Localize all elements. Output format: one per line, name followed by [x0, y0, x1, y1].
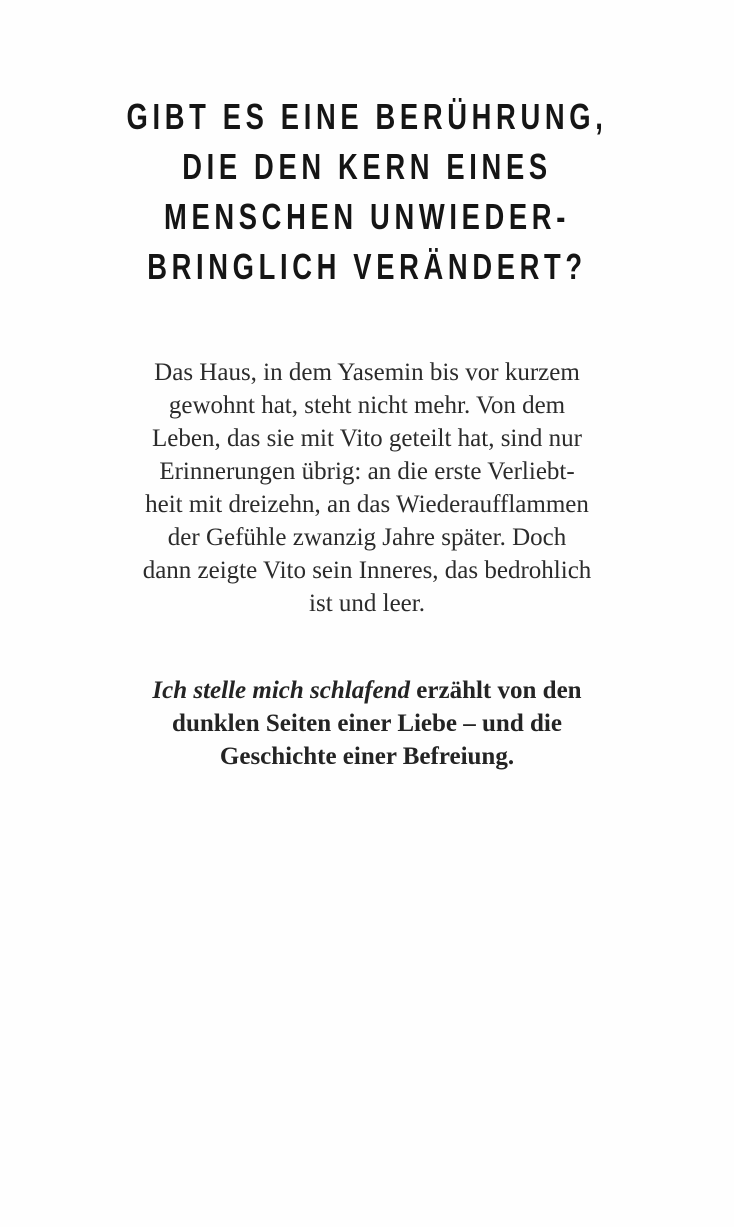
headline-line: GIBT ES EINE BERÜHRUNG,: [126, 96, 608, 137]
synopsis-line: der Gefühle zwanzig Jahre später. Doch: [167, 524, 567, 551]
tagline-line-rest: erzählt von den: [410, 677, 582, 704]
synopsis-line: Erinnerungen übrig: an die erste Verliebt-: [159, 458, 575, 485]
headline-line: MENSCHEN UNWIEDER-: [164, 196, 570, 237]
book-title: Ich stelle mich schlafend: [152, 677, 411, 704]
synopsis-paragraph: [107, 356, 627, 620]
synopsis-line: ist und leer.: [309, 590, 425, 617]
headline-line: DIE DEN KERN EINES: [182, 146, 552, 187]
tagline-line: [107, 674, 627, 707]
tagline-line: Geschichte einer Befreiung.: [219, 743, 515, 770]
headline-line: BRINGLICH VERÄNDERT?: [147, 246, 587, 287]
synopsis-line: Leben, das sie mit Vito geteilt hat, sind nur: [152, 425, 582, 452]
headline: [88, 92, 646, 292]
synopsis-line: dann zeigte Vito sein Inneres, das bedrohlich: [142, 557, 592, 584]
synopsis-line: gewohnt hat, steht nicht mehr. Von dem: [168, 392, 566, 419]
tagline-paragraph: [107, 674, 627, 773]
synopsis-line: heit mit dreizehn, an das Wiederaufflammen: [145, 491, 589, 518]
tagline-line: dunklen Seiten einer Liebe – und die: [172, 710, 562, 737]
synopsis-line: Das Haus, in dem Yasemin bis vor kurzem: [154, 359, 580, 386]
